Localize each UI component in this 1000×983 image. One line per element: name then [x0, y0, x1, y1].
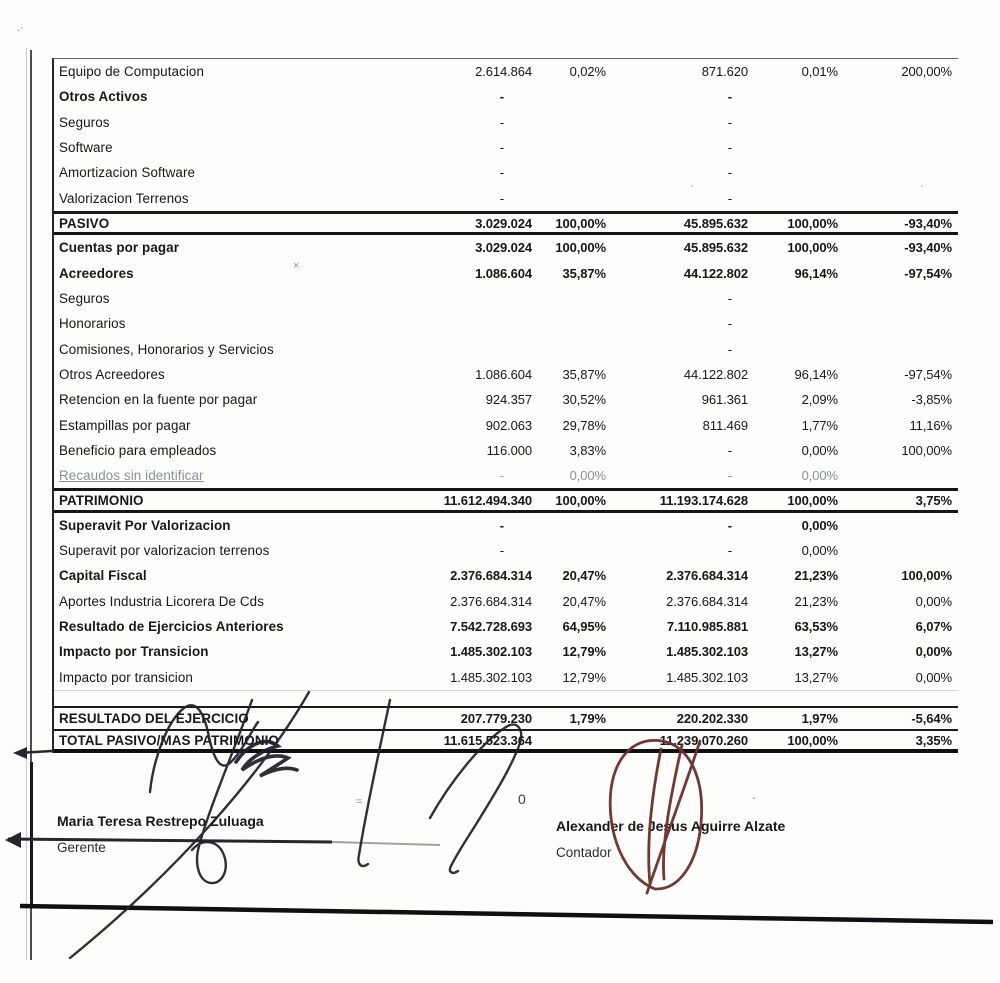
cell-value: 3,83%: [569, 442, 606, 458]
row-label: Retencion en la fuente por pagar: [59, 392, 258, 408]
cell-value: 2.376.684.314: [450, 593, 532, 609]
cell-value: 6,07%: [915, 619, 952, 635]
cell-value: 0,02%: [569, 64, 606, 80]
cell-value: 63,53%: [794, 619, 838, 635]
table-row: [54, 211, 958, 236]
cell-value: 20,47%: [562, 593, 606, 609]
cell-value: 3.029.024: [475, 240, 532, 256]
table-row: [54, 261, 958, 286]
cell-value: 2.376.684.314: [666, 593, 748, 609]
cell-value: 45.895.632: [683, 215, 748, 231]
cell-value: 0,00%: [915, 669, 952, 685]
cell-value: 45.895.632: [683, 240, 748, 256]
row-label: Seguros: [59, 291, 110, 307]
table-row: [54, 665, 958, 690]
row-label: Recaudos sin identificar: [59, 468, 204, 484]
cell-value: 1.485.302.103: [450, 669, 532, 685]
cell-value: -: [727, 114, 732, 130]
signer-title-contador: Contador: [556, 845, 612, 860]
cell-value: 11.615.523.364: [443, 732, 532, 748]
cell-value: -: [499, 543, 504, 559]
row-label: Superavit Por Valorizacion: [59, 517, 231, 533]
cell-value: 35,87%: [562, 366, 606, 382]
scan-speck: .·: [17, 22, 24, 34]
table-row: [54, 135, 958, 160]
cell-value: 961.361: [701, 392, 748, 408]
row-label: Resultado de Ejercicios Anteriores: [59, 619, 284, 635]
cell-value: 100,00%: [901, 568, 952, 584]
cell-value: 100,00%: [555, 215, 606, 231]
cell-value: 64,95%: [562, 619, 606, 635]
cell-value: 2.614.864: [475, 64, 532, 80]
cell-value: 100,00%: [787, 240, 838, 256]
signer-title-gerente: Gerente: [57, 840, 106, 855]
row-label: Seguros: [59, 114, 110, 130]
signer-name-contador: Alexander de Jesus Aguirre Alzate: [556, 818, 786, 834]
cell-value: -: [499, 190, 504, 206]
box-bottom-border: [20, 906, 993, 922]
cell-value: 0,00%: [801, 517, 838, 533]
cell-value: -: [727, 468, 732, 484]
cell-value: 0,00%: [801, 442, 838, 458]
cell-value: 0,01%: [801, 64, 838, 80]
cell-value: -97,54%: [904, 265, 952, 281]
cell-value: 100,00%: [901, 442, 952, 458]
cell-value: 1,97%: [801, 710, 838, 726]
cell-value: 35,87%: [562, 265, 606, 281]
cell-value: 100,00%: [555, 493, 606, 508]
cell-value: 11.612.494.340: [443, 493, 532, 508]
cell-value: 871.620: [701, 64, 748, 80]
table-row: [54, 84, 958, 109]
cell-value: -: [727, 89, 732, 105]
cell-value: 12,79%: [562, 644, 606, 660]
table-row: [54, 563, 958, 588]
cell-value: -: [499, 114, 504, 130]
cell-value: -3,85%: [911, 392, 952, 408]
cell-value: 7.542.728.693: [450, 619, 532, 635]
cell-value: 100,00%: [787, 493, 838, 508]
cell-value: 0,00%: [801, 468, 838, 484]
scan-speck: ×: [293, 260, 300, 272]
cell-value: 3,35%: [915, 732, 952, 748]
table-row: [54, 311, 958, 336]
cell-value: 116.000: [486, 442, 532, 458]
row-label: Software: [59, 140, 113, 156]
cell-value: 44.122.802: [683, 366, 748, 382]
cell-value: 902.063: [485, 417, 532, 433]
table-row: [54, 463, 958, 488]
row-label: Impacto por transicion: [59, 669, 193, 685]
cell-value: 20,47%: [562, 568, 606, 584]
cell-value: 11.193.174.628: [659, 493, 748, 508]
table-row: [54, 438, 958, 463]
table-row: [54, 690, 958, 706]
cell-value: 220.202.330: [676, 710, 748, 726]
cell-value: 2.376.684.314: [450, 568, 532, 584]
cell-value: 0,00%: [801, 543, 838, 559]
row-label: Superavit por valorizacion terrenos: [59, 543, 270, 559]
cell-value: 29,78%: [562, 417, 606, 433]
cell-value: 44.122.802: [683, 265, 748, 281]
cell-value: -: [727, 291, 732, 307]
table-row: [54, 286, 958, 311]
cell-value: 3.029.024: [475, 215, 532, 231]
cell-value: 1.086.604: [475, 265, 532, 281]
cell-value: 1.485.302.103: [666, 644, 748, 660]
row-label: Cuentas por pagar: [59, 240, 180, 256]
scan-speck: =: [356, 796, 363, 808]
row-label: Comisiones, Honorarios y Servicios: [59, 341, 274, 357]
cell-value: -: [727, 190, 732, 206]
cell-value: 100,00%: [787, 732, 838, 748]
row-label: Otros Activos: [59, 89, 148, 105]
cell-value: 7.110.985.881: [666, 619, 748, 635]
cell-value: -: [499, 468, 504, 484]
cell-value: 96,14%: [794, 366, 838, 382]
table-row: [54, 589, 958, 614]
table-row: [54, 336, 958, 361]
pen-arrow-mark: [18, 751, 52, 753]
cell-value: 13,27%: [794, 644, 838, 660]
row-label: RESULTADO DEL EJERCICIO: [59, 710, 249, 726]
cell-value: 30,52%: [562, 392, 606, 408]
table-row: [54, 706, 958, 731]
row-label: Otros Acreedores: [59, 366, 165, 382]
cell-value: -97,54%: [904, 366, 952, 382]
table-row: [54, 639, 958, 664]
cell-value: 2,09%: [801, 392, 838, 408]
cell-value: 924.357: [485, 392, 532, 408]
cell-value: -: [499, 89, 504, 105]
cell-value: 11,16%: [909, 417, 952, 433]
table-row: [54, 513, 958, 538]
cell-value: 1,79%: [569, 710, 606, 726]
cell-value: -: [499, 140, 504, 156]
signer-name-gerente: Maria Teresa Restrepo Zuluaga: [57, 813, 264, 829]
table-row: [54, 59, 958, 84]
table-row: [54, 387, 958, 412]
signature-box: [30, 762, 986, 906]
cell-value: 2.376.684.314: [666, 568, 748, 584]
cell-value: -: [727, 140, 732, 156]
cell-value: 100,00%: [787, 215, 838, 231]
row-label: Equipo de Computacion: [59, 64, 205, 80]
cell-value: -93,40%: [904, 240, 952, 256]
table-row: [54, 412, 958, 437]
row-label: PASIVO: [59, 215, 110, 231]
table-row: [54, 614, 958, 639]
cell-value: 1.485.302.103: [666, 669, 748, 685]
cell-value: -: [727, 341, 732, 357]
cell-value: -: [499, 165, 504, 181]
row-label: TOTAL PASIVO/MAS PATRIMONIO: [59, 732, 279, 748]
cell-value: 12,79%: [562, 669, 606, 685]
cell-value: 0,00%: [915, 593, 952, 609]
cell-value: 1.086.604: [475, 366, 532, 382]
table-row: [54, 110, 958, 135]
cell-value: 0,00%: [569, 468, 606, 484]
stray-zero-text: 0: [518, 791, 526, 807]
cell-value: -: [727, 165, 732, 181]
table-row: [54, 731, 958, 754]
cell-value: 21,23%: [794, 593, 838, 609]
row-label: Impacto por Transicion: [59, 644, 209, 660]
row-label: Acreedores: [59, 265, 134, 281]
table-row: [54, 488, 958, 513]
row-label: PATRIMONIO: [59, 493, 144, 508]
cell-value: -5,64%: [911, 710, 952, 726]
cell-value: 3,75%: [915, 493, 952, 508]
table-row: [54, 235, 958, 260]
cell-value: 13,27%: [794, 669, 838, 685]
cell-value: -: [727, 442, 732, 458]
cell-value: -: [727, 543, 732, 559]
scan-speck: ·: [690, 180, 694, 192]
cell-value: -93,40%: [904, 215, 952, 231]
cell-value: -: [499, 517, 504, 533]
pen-arrowhead: [5, 832, 21, 848]
cell-value: 96,14%: [794, 265, 838, 281]
cell-value: 1.485.302.103: [450, 644, 532, 660]
scan-speck: -: [752, 792, 756, 804]
row-label: Beneficio para empleados: [59, 442, 217, 458]
cell-value: 0,00%: [915, 644, 952, 660]
row-label: Amortizacion Software: [59, 165, 196, 181]
cell-value: 200,00%: [901, 64, 952, 80]
row-label: Honorarios: [59, 316, 126, 332]
pen-arrowhead: [13, 747, 27, 759]
table-row: [54, 538, 958, 563]
scan-margin-line: [26, 48, 27, 960]
cell-value: 1,77%: [801, 417, 838, 433]
row-label: Valorizacion Terrenos: [59, 190, 189, 206]
table-row: [54, 185, 958, 210]
table-row: [54, 362, 958, 387]
table-row: [54, 160, 958, 185]
row-label: Estampillas por pagar: [59, 417, 191, 433]
row-label: Aportes Industria Licorera De Cds: [59, 593, 264, 609]
cell-value: -: [727, 517, 732, 533]
cell-value: 21,23%: [794, 568, 838, 584]
financial-table: [52, 58, 958, 753]
cell-value: 811.469: [702, 417, 748, 433]
cell-value: 11.239.070.260: [659, 732, 748, 748]
cell-value: 207.779.230: [460, 710, 532, 726]
row-label: Capital Fiscal: [59, 568, 147, 584]
cell-value: 100,00%: [555, 240, 606, 256]
cell-value: -: [727, 316, 732, 332]
scan-speck: ·: [920, 180, 924, 192]
